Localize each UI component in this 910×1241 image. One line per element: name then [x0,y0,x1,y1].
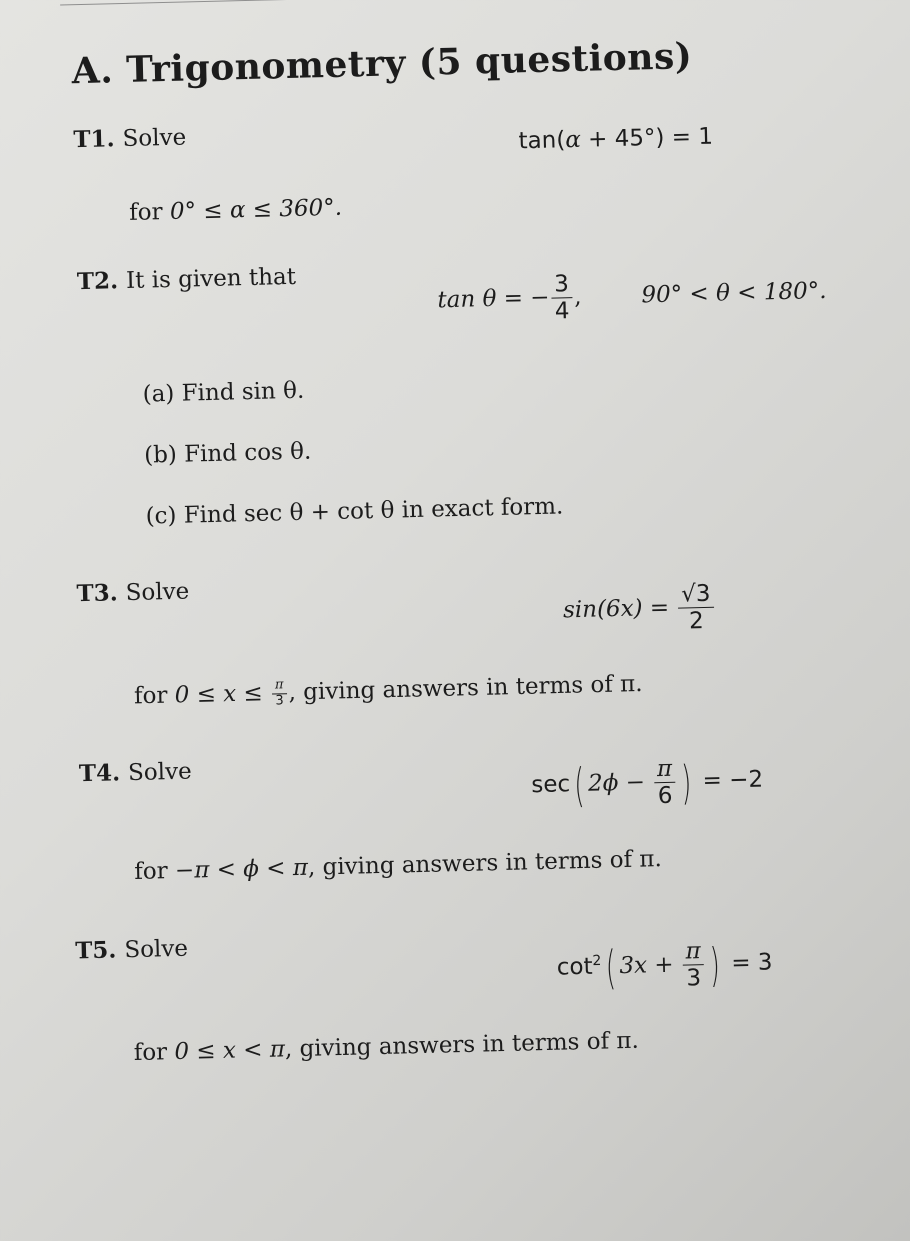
t2-part-b-text: Find cos θ. [183,438,312,468]
t5-domain-prefix: for [133,1039,175,1067]
t2-condition-text: 90° < θ < 180°. [641,277,827,309]
question-t5-label [75,935,188,965]
t2-intro: It is given that [125,263,297,295]
t1-number: T1. [73,125,115,154]
t4-fraction [654,756,676,810]
t2-part-c [145,493,563,529]
t2-part-b [144,439,312,469]
t4-equation: sec( 2ϕ − $\frac{\pi}{6}$ ) = −2 [531,755,764,813]
section-title: A. Trigonometry (5 questions) [71,35,693,93]
t5-domain-math: 0 ≤ x < π [174,1036,286,1066]
t2-part-a [142,378,304,408]
t5-number: T5. [74,936,117,965]
t3-frac-num: √3 [678,581,714,609]
t4-frac-den: 6 [657,783,673,810]
t2-frac-num: 3 [551,271,572,299]
t4-eq-rhs: = −2 [702,766,764,794]
t4-eq-inner: 2ϕ − [587,769,646,797]
t2-part-a-label: (a) [142,380,175,408]
t2-part-a-text: Find sin θ. [181,377,305,407]
t1-eq-var: α [564,126,582,154]
t5-eq-power: 2 [592,952,602,970]
t2-eq-lhs: tan θ = − [437,284,550,314]
t5-eq-rhs: = 3 [730,949,773,977]
t3-domain-prefix: for [133,682,176,710]
t1-domain-prefix: for [128,198,171,226]
t4-number: T4. [78,759,121,788]
t1-domain [129,195,342,226]
t4-domain-math: −π < ϕ < π [174,854,309,884]
t4-eq-fn: sec [531,771,571,799]
t3-domain-num: π [272,678,287,694]
t2-part-c-label: (c) [145,502,177,530]
t2-fraction [551,271,573,325]
t2-part-c-text: Find sec θ + cot θ in exact form. [183,493,564,529]
question-t4-label [79,758,192,788]
t5-frac-num: π [682,938,704,966]
t3-eq-lhs: sin(6x) = [562,594,670,624]
t2-equation [437,271,582,328]
t5-domain-suffix: , giving answers in terms of π. [284,1027,640,1063]
t3-domain-fraction [272,678,287,709]
t3-equation [562,581,716,639]
t2-part-b-label: (b) [143,441,178,469]
t5-fraction [682,938,704,992]
question-t1-label [73,123,186,153]
t1-equation: tan(α + 45°) = 1 [518,123,714,155]
question-t2-label [77,263,297,295]
t5-intro: Solve [124,935,189,964]
t1-intro: Solve [122,124,187,153]
t4-intro: Solve [127,758,192,787]
t4-domain-prefix: for [134,857,176,885]
t2-number: T2. [76,267,119,296]
t3-domain-den: 3 [275,693,284,709]
t2-eq-comma: , [573,283,582,310]
t5-frac-den: 3 [686,965,702,992]
t3-domain-suffix: , giving answers in terms of π. [288,670,643,706]
t3-domain-math: 0 ≤ x ≤ [174,680,264,709]
t2-condition [641,278,827,309]
t5-domain [133,1028,639,1066]
t3-number: T3. [76,579,118,608]
t1-eq-rest: + 45°) = 1 [580,123,714,153]
t1-eq-fn: tan [518,127,557,155]
t3-frac-den: 2 [688,608,705,635]
t3-fraction [678,581,715,636]
t4-frac-num: π [654,756,676,784]
t1-domain-math: 0° ≤ α ≤ 360°. [169,194,343,225]
t5-eq-inner: 3x + [619,951,674,980]
t2-frac-den: 4 [554,298,570,325]
t3-domain [134,670,643,713]
t5-eq-fn: cot [556,953,593,981]
t3-intro: Solve [125,578,190,607]
t5-equation: $\cot^2$( 3x + $\frac{\pi}{3}$ ) = 3 [556,937,773,995]
top-rule [60,0,360,6]
question-t3-label [76,578,189,608]
t4-domain-suffix: , giving answers in terms of π. [307,846,663,881]
t4-domain [134,846,662,885]
